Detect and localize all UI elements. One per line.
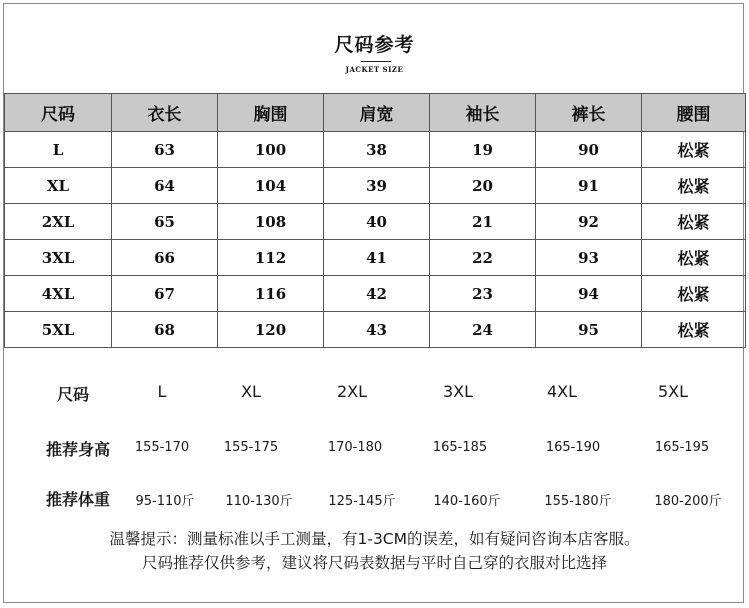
recommend-size: XL [241, 382, 261, 401]
table-cell: 100 [218, 132, 324, 168]
recommend-weight: 155-180斤 [544, 494, 612, 509]
table-cell: 4XL [5, 276, 112, 312]
size-table [4, 93, 746, 348]
recommend-size-label: 尺码 [56, 385, 90, 404]
size-chart-frame [3, 3, 744, 603]
table-cell: 65 [112, 204, 218, 240]
recommend-size-row [4, 382, 745, 406]
table-cell: 68 [112, 312, 218, 348]
table-cell: 松紧 [642, 168, 746, 204]
recommend-weight-label: 推荐体重 [45, 490, 111, 509]
title-divider [361, 61, 391, 62]
header-sleeve: 袖长 [430, 94, 536, 132]
page-title: 尺码参考 [334, 34, 415, 56]
recommend-height-label: 推荐身高 [45, 440, 111, 459]
table-cell: 90 [536, 132, 642, 168]
table-cell: 63 [112, 132, 218, 168]
table-cell: 43 [324, 312, 430, 348]
table-cell: 41 [324, 240, 430, 276]
tips-line-1: 温馨提示：测量标准以手工测量，有1-3CM的误差，如有疑问咨询本店客服。 [109, 530, 640, 548]
table-cell: 112 [218, 240, 324, 276]
table-row [5, 204, 746, 240]
table-cell: 松紧 [642, 204, 746, 240]
recommend-size: L [157, 382, 167, 401]
table-cell: 39 [324, 168, 430, 204]
recommend-size: 2XL [336, 382, 368, 401]
table-cell: 66 [112, 240, 218, 276]
table-cell: 38 [324, 132, 430, 168]
table-cell: 116 [218, 276, 324, 312]
recommend-height: 165-185 [432, 440, 488, 455]
table-cell: 93 [536, 240, 642, 276]
table-cell: 120 [218, 312, 324, 348]
table-cell: 40 [324, 204, 430, 240]
table-cell: 22 [430, 240, 536, 276]
recommend-weight: 180-200斤 [654, 494, 722, 509]
header-length: 衣长 [112, 94, 218, 132]
table-row [5, 276, 746, 312]
table-cell: 2XL [5, 204, 112, 240]
header-waist: 腰围 [642, 94, 746, 132]
recommend-height: 155-170 [134, 440, 190, 455]
tips-note [4, 527, 745, 575]
table-row [5, 168, 746, 204]
recommend-size: 3XL [442, 382, 474, 401]
table-cell: 松紧 [642, 132, 746, 168]
table-cell: 5XL [5, 312, 112, 348]
table-cell: 92 [536, 204, 642, 240]
table-cell: 松紧 [642, 240, 746, 276]
table-row [5, 312, 746, 348]
table-cell: 64 [112, 168, 218, 204]
table-cell: L [5, 132, 112, 168]
table-cell: 94 [536, 276, 642, 312]
table-cell: 20 [430, 168, 536, 204]
title-block [4, 4, 745, 96]
recommend-weight: 110-130斤 [225, 494, 293, 509]
tips-line-2: 尺码推荐仅供参考，建议将尺码表数据与平时自己穿的衣服对比选择 [141, 554, 607, 572]
header-pants-length: 裤长 [536, 94, 642, 132]
recommend-weight: 140-160斤 [433, 494, 501, 509]
table-cell: 24 [430, 312, 536, 348]
recommend-height: 170-180 [327, 440, 383, 455]
table-cell: 95 [536, 312, 642, 348]
recommend-weight-row [4, 487, 745, 511]
table-cell: 91 [536, 168, 642, 204]
recommend-height: 165-195 [654, 440, 710, 455]
header-size: 尺码 [5, 94, 112, 132]
recommend-weight: 95-110斤 [135, 494, 195, 509]
table-header-row [5, 94, 746, 132]
table-cell: 23 [430, 276, 536, 312]
recommend-size: 4XL [546, 382, 578, 401]
recommend-size: 5XL [657, 382, 689, 401]
table-row [5, 132, 746, 168]
recommend-weight: 125-145斤 [328, 494, 396, 509]
table-cell: 3XL [5, 240, 112, 276]
table-cell: 21 [430, 204, 536, 240]
table-cell: 松紧 [642, 276, 746, 312]
table-cell: 67 [112, 276, 218, 312]
recommend-height: 155-175 [223, 440, 279, 455]
header-chest: 胸围 [218, 94, 324, 132]
page-subtitle: JACKET SIZE [345, 65, 404, 74]
table-cell: XL [5, 168, 112, 204]
recommend-height: 165-190 [545, 440, 601, 455]
table-cell: 松紧 [642, 312, 746, 348]
table-row [5, 240, 746, 276]
header-shoulder: 肩宽 [324, 94, 430, 132]
recommend-height-row [4, 437, 745, 461]
table-cell: 19 [430, 132, 536, 168]
table-cell: 108 [218, 204, 324, 240]
table-cell: 42 [324, 276, 430, 312]
table-cell: 104 [218, 168, 324, 204]
